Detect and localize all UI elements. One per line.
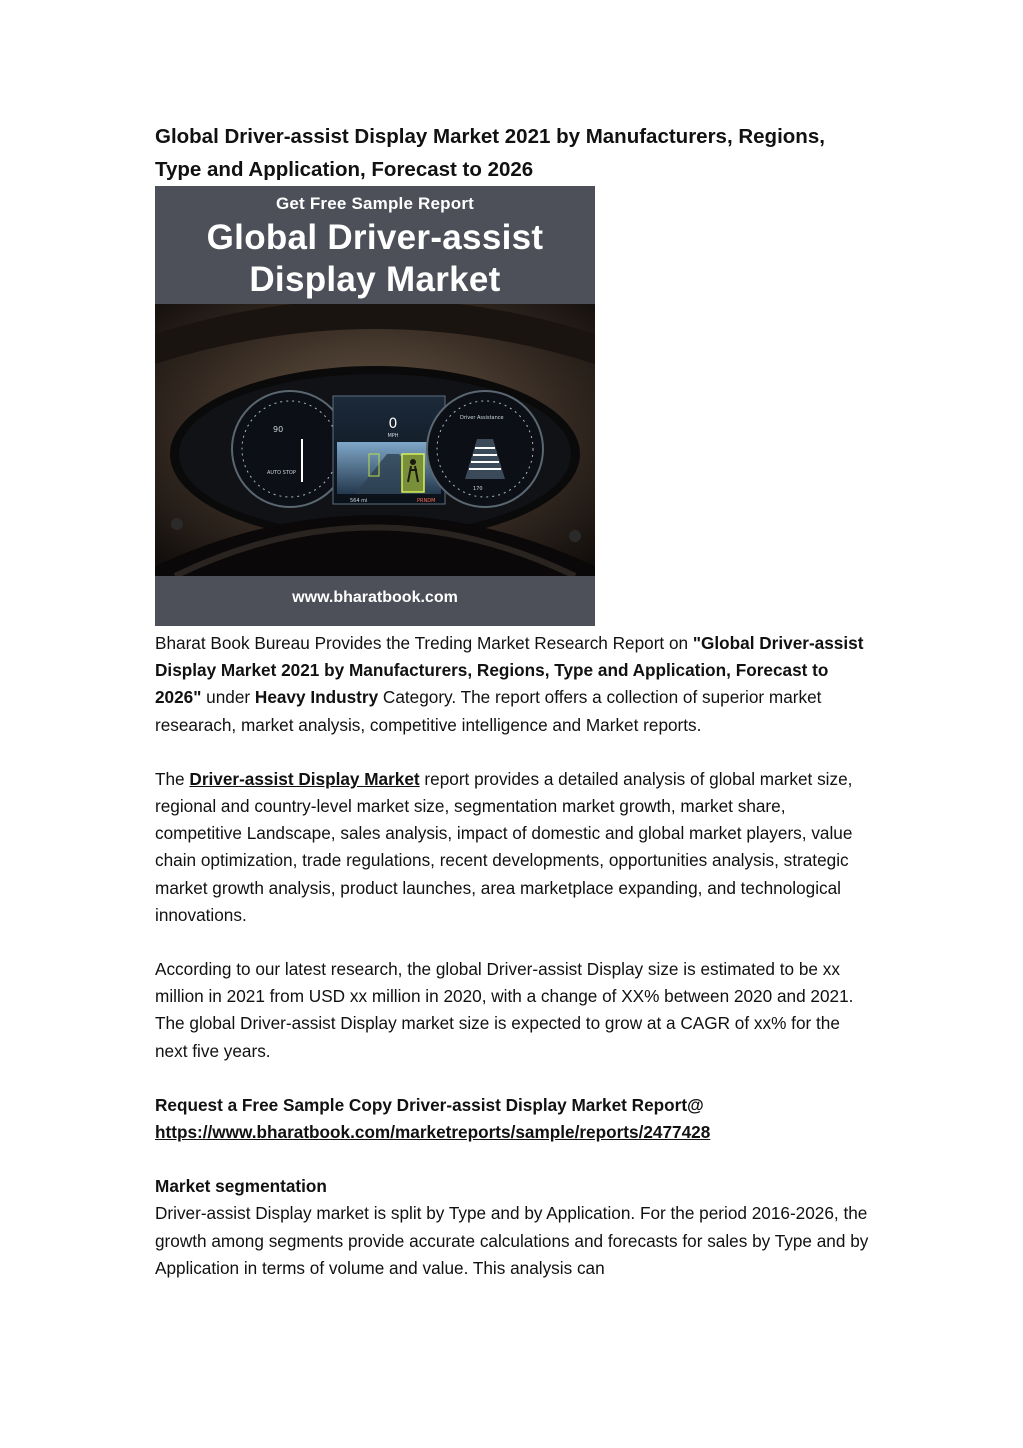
range-readout: 564 mi [350, 498, 368, 504]
market-report-link[interactable]: Driver-assist Display Market [189, 768, 420, 789]
report-banner-image[interactable] [155, 186, 595, 626]
report-title-bold: "Global Driver-assist Display Market 2021 by Manufacturers, Regions, Type and Application, Forecast to 2026" [155, 633, 864, 708]
banner-website[interactable]: www.bharatbook.com [155, 576, 595, 626]
sample-request-paragraph [155, 1092, 875, 1146]
title-line-2: Type and Application, Forecast to 2026 [155, 158, 534, 181]
overview-paragraph [155, 766, 875, 929]
banner-subtitle: Get Free Sample Report [275, 194, 475, 213]
sample-request-link[interactable]: https://www.bharatbook.com/marketreports/sample/reports/2477428 [155, 1122, 711, 1143]
svg-text:90: 90 [273, 425, 284, 434]
segmentation-paragraph: Driver-assist Display market is split by Type and by Application. For the period 2016-2026, the growth among segments provide accurate calculations and forecasts for sales by Type and by Application in terms of volume and value. This analysis can [155, 1203, 869, 1278]
intro-paragraph [155, 630, 875, 739]
category-bold: Heavy Industry [254, 687, 379, 708]
temp-readout: 170 [473, 486, 483, 492]
speed-unit: MPH [387, 433, 399, 439]
dashboard-photo [155, 304, 595, 576]
overview-text-2: report provides a detailed analysis of global market size, regional and country-level market size, segmentation market growth, market share, competitive Landscape, sales analysis, impact of domestic and global market players, value chain optimization, trade regulations, recent developments, opportunities analysis, strategic market growth analysis, product launches, area marketplace expanding, and technological innovations. [155, 768, 853, 925]
title-line-1: Global Driver-assist Display Market 2021 by Manufacturers, Regions, [155, 125, 825, 148]
driver-assistance-label: Driver Assistance [460, 415, 504, 421]
intro-text-3: Category. The report offers a collection of superior market researach, market analysis, competitive intelligence and Market reports. [155, 687, 822, 735]
document-title [155, 120, 875, 186]
research-paragraph: According to our latest research, the global Driver-assist Display size is estimated to be xx million in 2021 from USD xx million in 2020, with a change of XX% between 2020 and 2021. The global Driver-assist Display market size is expected to grow at a CAGR of xx% for the next five years. [155, 959, 854, 1061]
segmentation-heading: Market segmentation [155, 1176, 327, 1197]
speed-readout: 0 [388, 416, 398, 432]
banner-header [155, 186, 595, 304]
intro-text: Bharat Book Bureau Provides the Treding Market Research Report on [155, 633, 693, 653]
document-page [155, 120, 875, 1282]
auto-stop-label: AUTO STOP [267, 470, 296, 476]
banner-heading-line-2: Display Market [249, 260, 501, 299]
intro-text-2: under [201, 687, 255, 708]
overview-text: The [155, 768, 190, 789]
banner-heading-line-1: Global Driver-assist [206, 218, 544, 257]
sample-request-label: Request a Free Sample Copy Driver-assist Display Market Report@ [155, 1094, 704, 1115]
gear-readout: PRNDM [417, 498, 436, 504]
